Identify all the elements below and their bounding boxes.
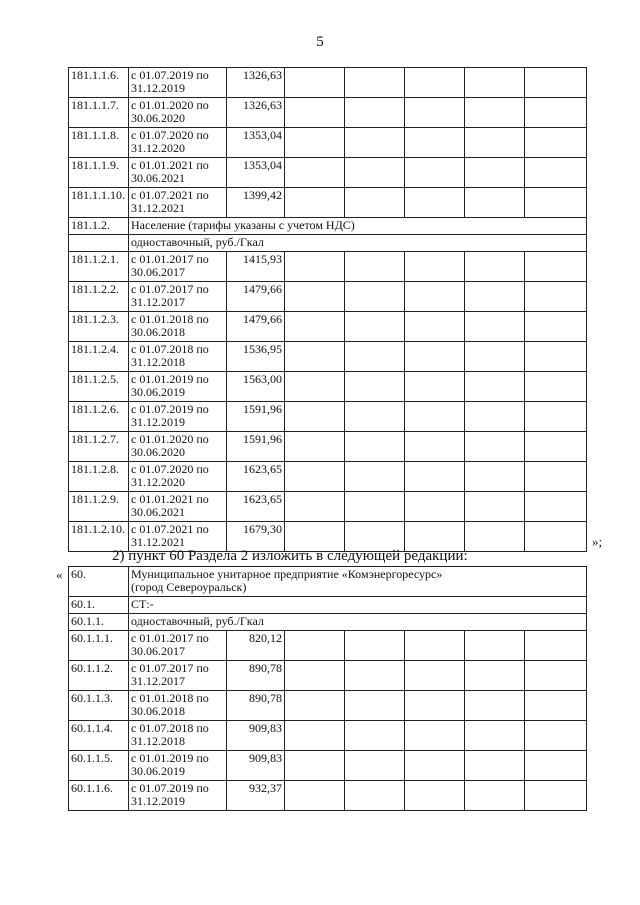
system-row — [69, 597, 587, 614]
period-start: с 01.07.2018 по — [131, 721, 209, 735]
empty-cell — [345, 751, 405, 781]
period-start: с 01.07.2019 по — [131, 402, 209, 416]
row-code: 60.1.1.2. — [69, 661, 129, 691]
empty-cell — [345, 372, 405, 402]
organization-name-line-2: (город Североуральск) — [131, 580, 247, 594]
row-code: 181.1.2.3. — [69, 312, 129, 342]
period-start: с 01.01.2019 по — [131, 372, 209, 386]
empty-cell — [465, 68, 525, 98]
unit-row — [69, 235, 587, 252]
unit-label: одноставочный, руб./Гкал — [129, 614, 587, 631]
period-start: с 01.01.2021 по — [131, 492, 209, 506]
empty-cell — [345, 282, 405, 312]
period-end: 31.12.2021 — [131, 201, 185, 215]
tariff-table-60 — [68, 566, 587, 811]
tariff-row — [69, 432, 587, 462]
period-start: с 01.01.2019 по — [131, 751, 209, 765]
row-code: 181.1.2.4. — [69, 342, 129, 372]
period-start: с 01.07.2018 по — [131, 342, 209, 356]
empty-cell — [345, 492, 405, 522]
organization-name — [129, 567, 587, 597]
tariff-row — [69, 282, 587, 312]
empty-cell — [465, 342, 525, 372]
tariff-row — [69, 68, 587, 98]
period-start: с 01.01.2020 по — [131, 432, 209, 446]
empty-cell — [285, 252, 345, 282]
row-code: 60.1.1.4. — [69, 721, 129, 751]
tariff-period — [129, 492, 227, 522]
empty-cell — [525, 492, 587, 522]
period-start: с 01.07.2021 по — [131, 522, 209, 536]
period-start: с 01.07.2021 по — [131, 188, 209, 202]
empty-cell — [525, 188, 587, 218]
empty-cell — [525, 372, 587, 402]
period-end: 31.12.2018 — [131, 734, 185, 748]
period-end: 31.12.2019 — [131, 81, 185, 95]
row-code: 181.1.1.7. — [69, 98, 129, 128]
empty-cell — [405, 721, 465, 751]
empty-cell — [465, 492, 525, 522]
period-end: 30.06.2018 — [131, 325, 185, 339]
tariff-row — [69, 751, 587, 781]
tariff-value: 1591,96 — [227, 432, 285, 462]
empty-cell — [525, 282, 587, 312]
tariff-row — [69, 691, 587, 721]
row-code: 60. — [69, 567, 129, 597]
tariff-value: 1563,00 — [227, 372, 285, 402]
empty-cell — [465, 661, 525, 691]
empty-cell — [285, 781, 345, 811]
empty-cell — [405, 128, 465, 158]
empty-cell — [465, 721, 525, 751]
tariff-row — [69, 98, 587, 128]
empty-cell — [465, 402, 525, 432]
empty-cell — [345, 158, 405, 188]
period-end: 30.06.2020 — [131, 445, 185, 459]
row-code: 60.1. — [69, 597, 129, 614]
tariff-value: 909,83 — [227, 751, 285, 781]
empty-cell — [285, 661, 345, 691]
tariff-period — [129, 312, 227, 342]
empty-cell — [285, 402, 345, 432]
empty-cell — [405, 462, 465, 492]
tariff-period — [129, 691, 227, 721]
empty-cell — [465, 252, 525, 282]
tariff-row — [69, 128, 587, 158]
period-end: 31.12.2019 — [131, 415, 185, 429]
tariff-period — [129, 128, 227, 158]
tariff-value: 1353,04 — [227, 128, 285, 158]
empty-cell — [405, 661, 465, 691]
empty-cell — [405, 691, 465, 721]
period-end: 30.06.2020 — [131, 111, 185, 125]
tariff-value: 1479,66 — [227, 282, 285, 312]
empty-cell — [405, 631, 465, 661]
row-code: 181.1.2.2. — [69, 282, 129, 312]
empty-cell — [345, 342, 405, 372]
empty-cell — [405, 522, 465, 552]
empty-cell — [525, 128, 587, 158]
empty-cell — [285, 631, 345, 661]
period-end: 30.06.2021 — [131, 171, 185, 185]
empty-cell — [285, 721, 345, 751]
empty-cell — [345, 691, 405, 721]
period-start: с 01.01.2017 по — [131, 631, 209, 645]
period-start: с 01.07.2017 по — [131, 661, 209, 675]
tariff-row — [69, 492, 587, 522]
period-end: 31.12.2017 — [131, 295, 185, 309]
period-start: с 01.07.2019 по — [131, 781, 209, 795]
tariff-row — [69, 252, 587, 282]
empty-cell — [525, 462, 587, 492]
empty-cell — [345, 781, 405, 811]
empty-cell — [285, 128, 345, 158]
empty-cell — [465, 128, 525, 158]
period-end: 30.06.2021 — [131, 505, 185, 519]
period-start: с 01.01.2018 по — [131, 312, 209, 326]
empty-cell — [405, 342, 465, 372]
period-start: с 01.01.2017 по — [131, 252, 209, 266]
period-end: 31.12.2021 — [131, 535, 185, 549]
empty-cell — [525, 432, 587, 462]
organization-row — [69, 567, 587, 597]
empty-cell — [345, 128, 405, 158]
tariff-period — [129, 158, 227, 188]
empty-cell — [285, 342, 345, 372]
empty-cell — [405, 98, 465, 128]
empty-cell — [345, 252, 405, 282]
row-code: 181.1.2.9. — [69, 492, 129, 522]
period-start: с 01.07.2020 по — [131, 462, 209, 476]
tariff-period — [129, 372, 227, 402]
empty-cell — [525, 522, 587, 552]
empty-cell — [405, 68, 465, 98]
period-start: с 01.01.2020 по — [131, 98, 209, 112]
tariff-value: 890,78 — [227, 661, 285, 691]
empty-cell — [465, 691, 525, 721]
row-code: 60.1.1.6. — [69, 781, 129, 811]
tariff-value: 909,83 — [227, 721, 285, 751]
row-code: 181.1.1.8. — [69, 128, 129, 158]
empty-cell — [405, 158, 465, 188]
tariff-row — [69, 781, 587, 811]
row-code: 181.1.1.6. — [69, 68, 129, 98]
tariff-period — [129, 402, 227, 432]
tariff-row — [69, 342, 587, 372]
tariff-value: 1353,04 — [227, 158, 285, 188]
empty-cell — [465, 751, 525, 781]
empty-cell — [525, 98, 587, 128]
tariff-value: 1623,65 — [227, 492, 285, 522]
empty-cell — [465, 631, 525, 661]
tariff-period — [129, 661, 227, 691]
empty-cell — [405, 492, 465, 522]
period-end: 31.12.2019 — [131, 794, 185, 808]
empty-cell — [285, 312, 345, 342]
row-code: 60.1.1.1. — [69, 631, 129, 661]
empty-cell — [285, 462, 345, 492]
tariff-period — [129, 342, 227, 372]
empty-cell — [465, 372, 525, 402]
opening-quote-mark: « — [56, 567, 63, 582]
tariff-period — [129, 68, 227, 98]
empty-cell — [345, 522, 405, 552]
empty-cell — [405, 282, 465, 312]
section-row — [69, 218, 587, 235]
tariff-value: 1399,42 — [227, 188, 285, 218]
tariff-value: 1623,65 — [227, 462, 285, 492]
tariff-period — [129, 721, 227, 751]
period-start: с 01.07.2020 по — [131, 128, 209, 142]
period-end: 30.06.2019 — [131, 764, 185, 778]
row-code: 181.1.2.6. — [69, 402, 129, 432]
empty-cell — [285, 492, 345, 522]
period-end: 31.12.2020 — [131, 141, 185, 155]
page-number: 5 — [316, 34, 324, 50]
row-code: 181.1.2.10. — [69, 522, 129, 552]
system-label: СТ:- — [129, 597, 587, 614]
empty-cell — [345, 631, 405, 661]
empty-cell — [525, 312, 587, 342]
empty-cell — [465, 432, 525, 462]
period-start: с 01.07.2017 по — [131, 282, 209, 296]
closing-quote-mark: »; — [592, 534, 603, 549]
empty-cell — [285, 691, 345, 721]
tariff-period — [129, 522, 227, 552]
tariff-period — [129, 781, 227, 811]
empty-cell — [405, 432, 465, 462]
row-code: 60.1.1.5. — [69, 751, 129, 781]
tariff-table-181 — [68, 67, 587, 552]
tariff-row — [69, 631, 587, 661]
empty-cell — [525, 661, 587, 691]
period-end: 31.12.2020 — [131, 475, 185, 489]
empty-cell — [285, 282, 345, 312]
empty-cell — [405, 188, 465, 218]
unit-row — [69, 614, 587, 631]
organization-name-line-1: Муниципальное унитарное предприятие «Комэнергоресурс» — [131, 567, 443, 581]
tariff-period — [129, 751, 227, 781]
tariff-period — [129, 432, 227, 462]
empty-cell — [465, 312, 525, 342]
empty-cell — [285, 68, 345, 98]
empty-cell — [345, 98, 405, 128]
tariff-period — [129, 98, 227, 128]
tariff-period — [129, 282, 227, 312]
tariff-value: 1326,63 — [227, 68, 285, 98]
tariff-value: 1679,30 — [227, 522, 285, 552]
period-end: 30.06.2018 — [131, 704, 185, 718]
empty-cell — [345, 432, 405, 462]
tariff-value: 1326,63 — [227, 98, 285, 128]
tariff-period — [129, 252, 227, 282]
empty-cell — [405, 402, 465, 432]
empty-cell — [405, 751, 465, 781]
empty-cell — [525, 781, 587, 811]
row-code: 181.1.2.5. — [69, 372, 129, 402]
empty-cell — [525, 751, 587, 781]
empty-cell — [285, 751, 345, 781]
empty-cell — [345, 661, 405, 691]
empty-cell — [285, 158, 345, 188]
tariff-value: 932,37 — [227, 781, 285, 811]
tariff-period — [129, 462, 227, 492]
empty-cell — [405, 252, 465, 282]
empty-cell — [345, 721, 405, 751]
tariff-row — [69, 188, 587, 218]
row-code: 60.1.1.3. — [69, 691, 129, 721]
empty-cell — [345, 402, 405, 432]
empty-cell — [345, 68, 405, 98]
row-code: 181.1.2.7. — [69, 432, 129, 462]
row-code: 181.1.1.10. — [69, 188, 129, 218]
empty-cell — [525, 721, 587, 751]
empty-cell — [285, 98, 345, 128]
empty-cell — [465, 462, 525, 492]
empty-cell — [465, 781, 525, 811]
row-code: 60.1.1. — [69, 614, 129, 631]
period-end: 30.06.2017 — [131, 265, 185, 279]
empty-cell — [285, 432, 345, 462]
period-end: 31.12.2018 — [131, 355, 185, 369]
empty-cell — [345, 188, 405, 218]
row-code — [69, 235, 129, 252]
empty-cell — [465, 188, 525, 218]
tariff-period — [129, 188, 227, 218]
tariff-row — [69, 522, 587, 552]
period-end: 30.06.2019 — [131, 385, 185, 399]
row-code: 181.1.1.9. — [69, 158, 129, 188]
tariff-row — [69, 312, 587, 342]
period-start: с 01.01.2021 по — [131, 158, 209, 172]
tariff-value: 1591,96 — [227, 402, 285, 432]
tariff-period — [129, 631, 227, 661]
empty-cell — [525, 68, 587, 98]
tariff-value: 1536,95 — [227, 342, 285, 372]
empty-cell — [525, 631, 587, 661]
section-label: Население (тарифы указаны с учетом НДС) — [129, 218, 587, 235]
tariff-value: 1479,66 — [227, 312, 285, 342]
empty-cell — [405, 781, 465, 811]
unit-label: одноставочный, руб./Гкал — [129, 235, 587, 252]
period-end: 30.06.2017 — [131, 644, 185, 658]
empty-cell — [465, 158, 525, 188]
tariff-row — [69, 402, 587, 432]
period-end: 31.12.2017 — [131, 674, 185, 688]
empty-cell — [285, 188, 345, 218]
tariff-row — [69, 721, 587, 751]
empty-cell — [285, 522, 345, 552]
tariff-row — [69, 661, 587, 691]
empty-cell — [345, 312, 405, 342]
empty-cell — [525, 252, 587, 282]
empty-cell — [465, 282, 525, 312]
empty-cell — [525, 158, 587, 188]
empty-cell — [525, 342, 587, 372]
amendment-instruction: 2) пункт 60 Раздела 2 изложить в следующей редакции: — [112, 548, 468, 564]
period-start: с 01.07.2019 по — [131, 68, 209, 82]
row-code: 181.1.2.1. — [69, 252, 129, 282]
empty-cell — [285, 372, 345, 402]
row-code: 181.1.2. — [69, 218, 129, 235]
tariff-row — [69, 158, 587, 188]
empty-cell — [525, 402, 587, 432]
empty-cell — [405, 312, 465, 342]
empty-cell — [465, 98, 525, 128]
tariff-row — [69, 462, 587, 492]
empty-cell — [465, 522, 525, 552]
empty-cell — [525, 691, 587, 721]
tariff-value: 1415,93 — [227, 252, 285, 282]
empty-cell — [345, 462, 405, 492]
row-code: 181.1.2.8. — [69, 462, 129, 492]
tariff-value: 890,78 — [227, 691, 285, 721]
period-start: с 01.01.2018 по — [131, 691, 209, 705]
tariff-row — [69, 372, 587, 402]
tariff-value: 820,12 — [227, 631, 285, 661]
empty-cell — [405, 372, 465, 402]
